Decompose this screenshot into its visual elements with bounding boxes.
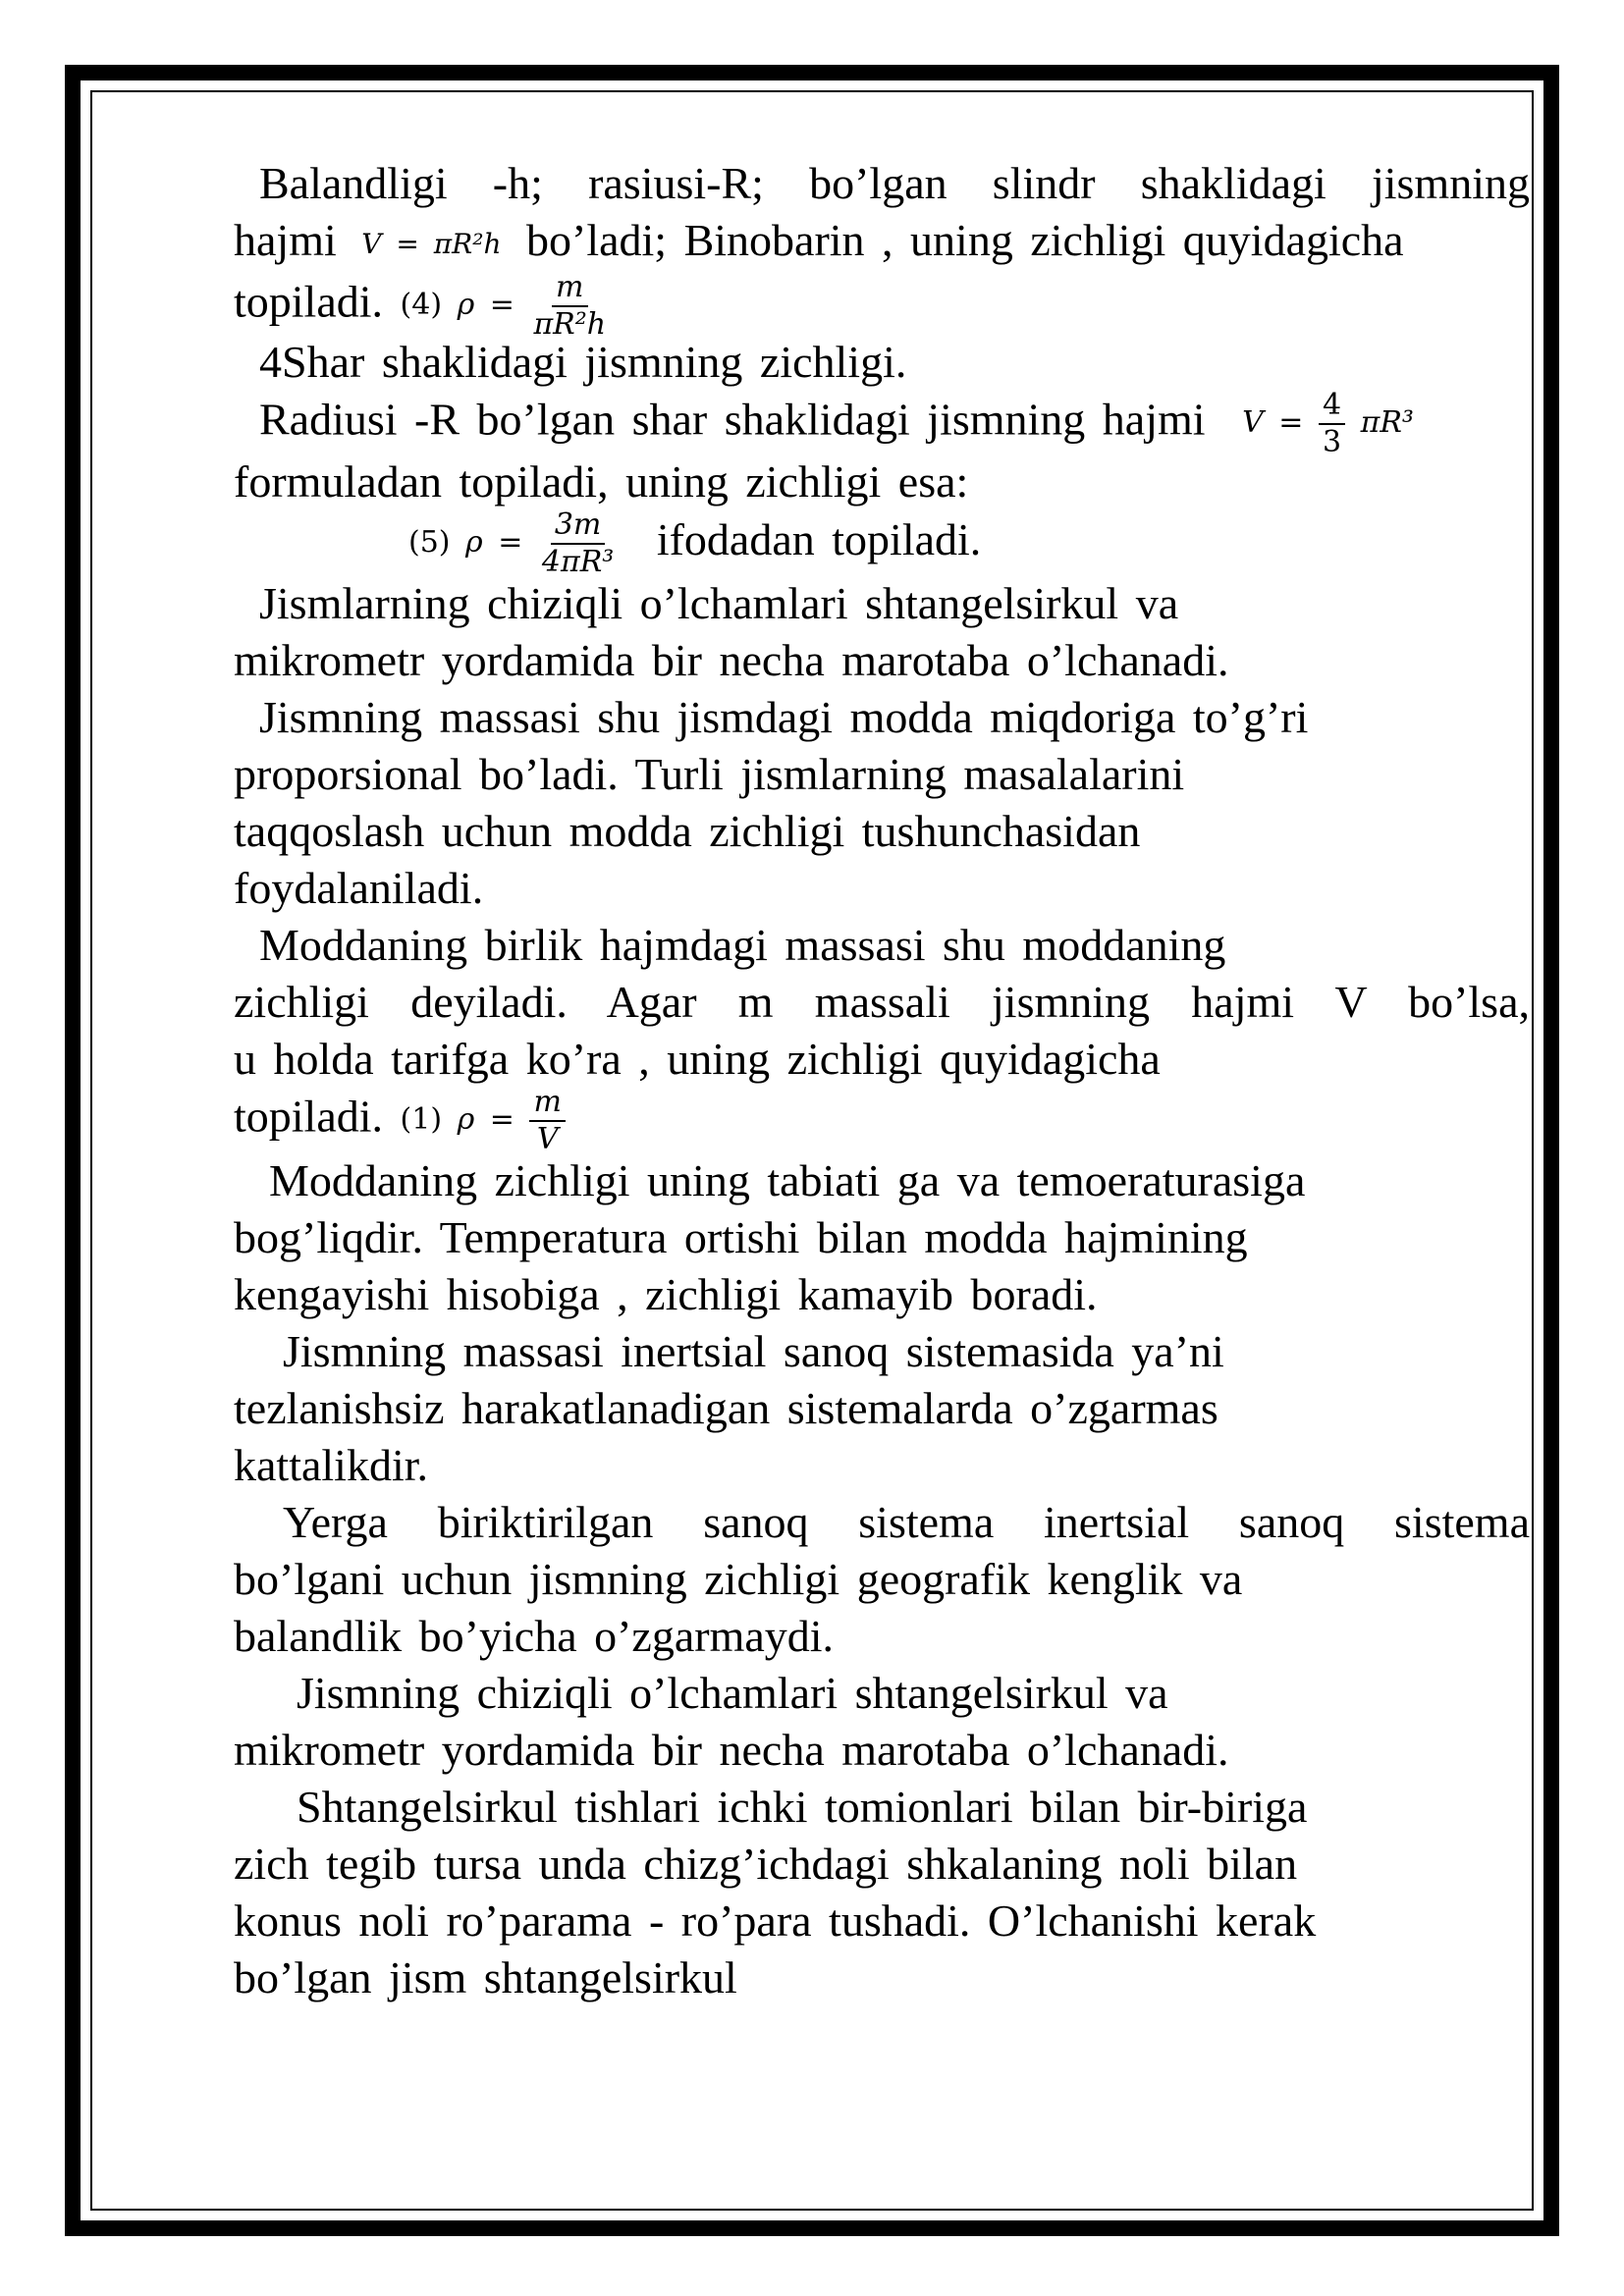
text-fragment: bo’ladi; Binobarin , uning zichligi quyidagicha [526, 215, 1404, 265]
text-line: Jismning massasi inertsial sanoq sistemasida ya’ni [283, 1326, 1224, 1377]
text-line: Jismlarning chiziqli o’lchamlari shtangelsirkul va [259, 578, 1179, 629]
text-line: zich tegib tursa unda chizg’ichdagi shkalaning noli bilan [234, 1839, 1298, 1890]
text-line: kattalikdir. [234, 1440, 429, 1491]
text-line: Yerga biriktirilgan sanoq sistema inertsial sanoq sistema [283, 1497, 1530, 1548]
sphere-volume-formula: V = $\frac{4}{3}$ πR³ [1242, 388, 1414, 460]
text-line: proporsional bo’ladi. Turli jismlarning masalalarini [234, 749, 1185, 800]
text-line: kengayishi hisobiga , zichligi kamayib boradi. [234, 1269, 1098, 1320]
text-line: mikrometr yordamida bir necha marotaba o’lchanadi. [234, 1725, 1229, 1776]
text-line-with-formula [234, 1085, 1530, 1157]
fraction: $\frac{4}{3}$ [1319, 391, 1345, 457]
text-line: konus noli ro’parama - ro’para tushadi. O’lchanishi kerak [234, 1896, 1317, 1947]
text-line: formuladan topiladi, uning zichligi esa: [234, 456, 969, 507]
text-line: mikrometr yordamida bir necha marotaba o’lchanadi. [234, 635, 1229, 686]
text-line: Moddaning birlik hajmdagi massasi shu moddaning [259, 920, 1226, 971]
fraction: $\frac{3m}{\text{4πR³}}$ [541, 507, 615, 580]
text-line: bog’liqdir. Temperatura ortishi bilan modda hajmining [234, 1212, 1248, 1263]
text-fragment: ifodadan topiladi. [656, 514, 982, 564]
density-formula-4: (4) ρ = $\frac{m}{\text{πR²h}}$ [401, 273, 611, 340]
fraction: $\frac{m}{\text{πR²h}}$ [533, 270, 607, 343]
text-line: Jismning chiziqli o’lchamlari shtangelsirkul va [297, 1668, 1168, 1719]
text-fragment: topiladi. [234, 277, 384, 327]
text-line: 4Shar shaklidagi jismning zichligi. [259, 337, 907, 388]
document-body [234, 155, 1530, 2006]
cylinder-volume-formula: V = πR²h [361, 228, 502, 261]
text-line: Shtangelsirkul tishlari ichki tomionlari bilan bir-biriga [297, 1782, 1308, 1833]
text-line: foydalaniladi. [234, 863, 484, 914]
text-line-with-formula [234, 212, 1530, 273]
fraction: $\frac{m}{V}$ [529, 1088, 565, 1154]
text-line-with-formula [234, 388, 1530, 460]
text-fragment: Radiusi -R bo’lgan shar shaklidagi jismning hajmi [259, 395, 1206, 445]
text-line: Jismning massasi shu jismdagi modda miqdoriga to’g’ri [259, 692, 1309, 743]
text-line: taqqoslash uchun modda zichligi tushunchasidan [234, 806, 1141, 857]
density-formula-1: (1) ρ = $\frac{m}{V}$ [401, 1088, 566, 1154]
text-line: u holda tarifga ko’ra , uning zichligi quyidagicha [234, 1034, 1161, 1085]
text-fragment: hajmi [234, 215, 337, 265]
text-line: tezlanishsiz harakatlanadigan sistemalarda o’zgarmas [234, 1383, 1218, 1434]
text-line: Moddaning zichligi uning tabiati ga va temoeraturasiga [269, 1155, 1306, 1206]
text-line: bo’lgan jism shtangelsirkul [234, 1952, 737, 2003]
text-line: Balandligi -h; rasiusi-R; bo’lgan slindr shaklidagi jismning [259, 158, 1530, 208]
text-line-with-formula [234, 507, 1530, 580]
text-line-with-formula [234, 270, 1530, 343]
text-fragment: topiladi. [234, 1092, 384, 1142]
text-line: zichligi deyiladi. Agar m massali jismning hajmi V bo’lsa, [234, 977, 1530, 1028]
text-line: balandlik bo’yicha o’zgarmaydi. [234, 1611, 835, 1662]
text-line: bo’lgani uchun jismning zichligi geografik kenglik va [234, 1554, 1243, 1605]
density-formula-5: (5) ρ = $\frac{3m}{\text{4πR³}}$ [408, 510, 618, 577]
